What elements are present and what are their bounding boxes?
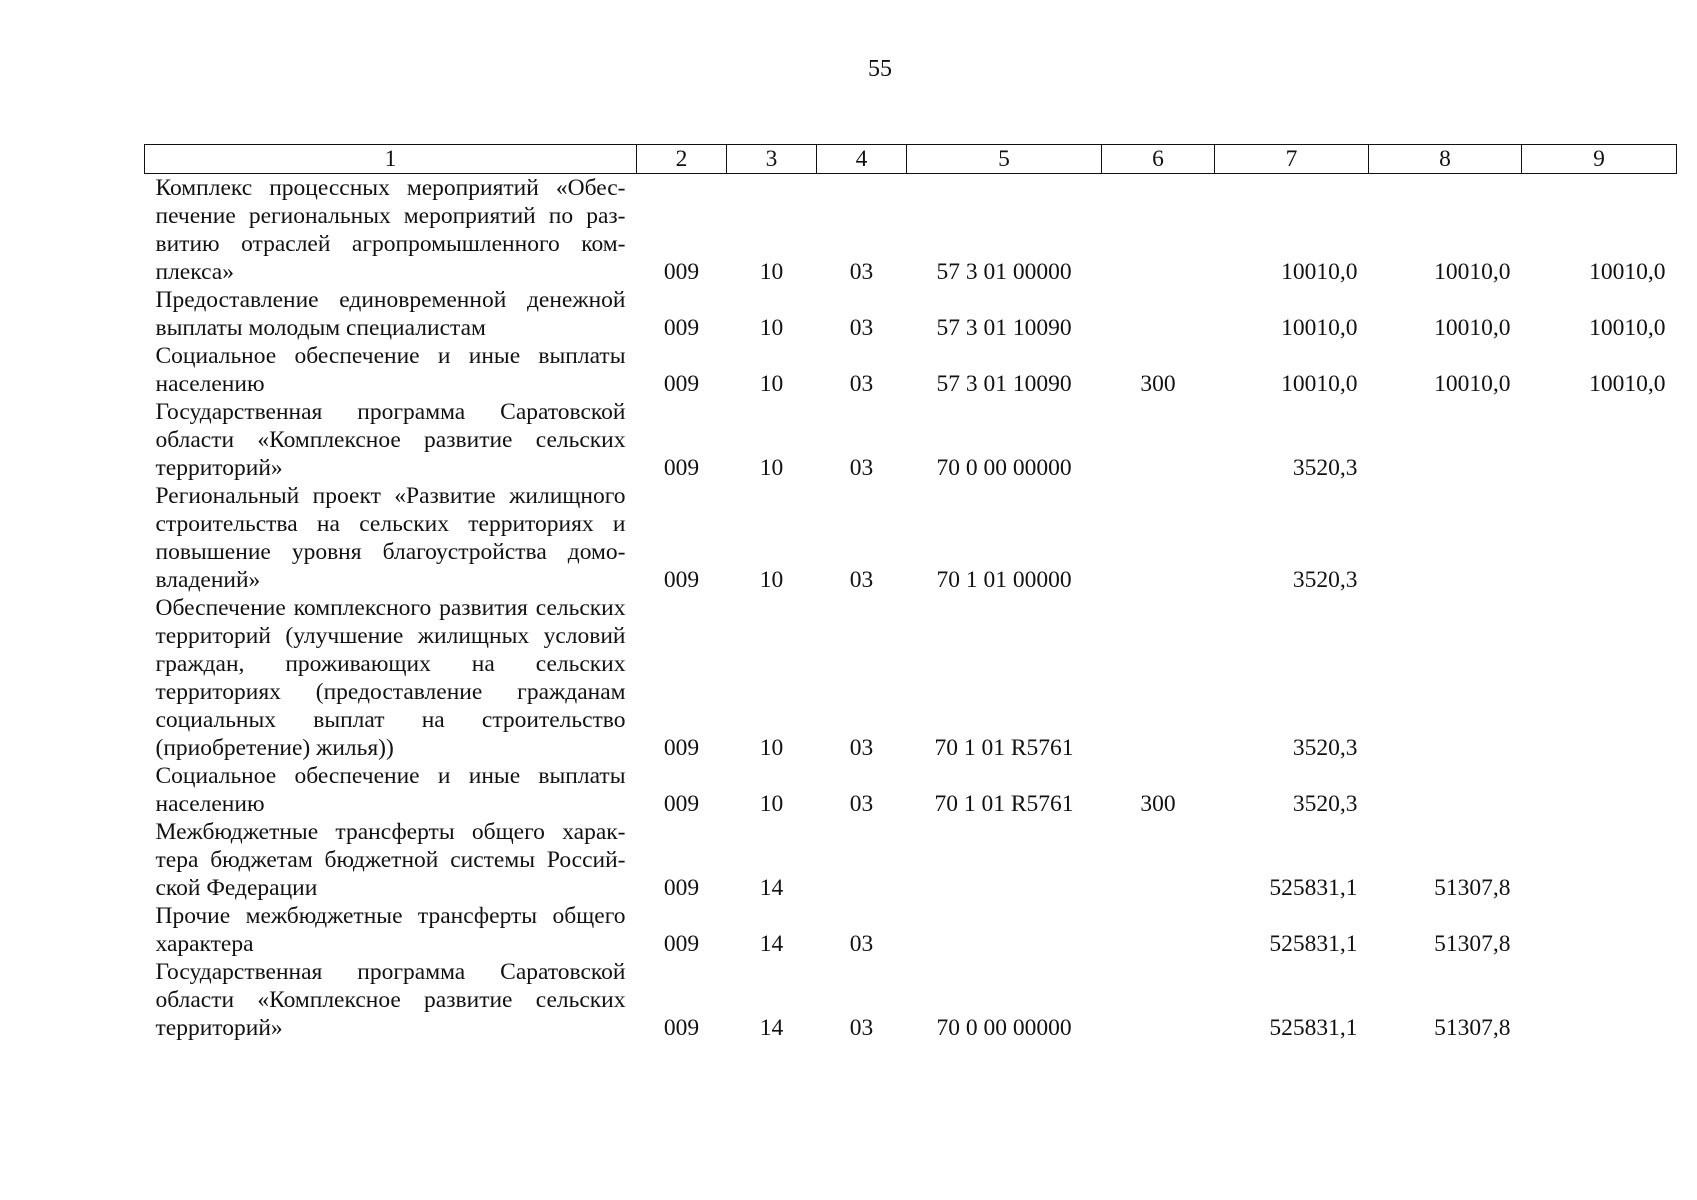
subsection-cell: 03 bbox=[849, 1015, 874, 1041]
page-number: 55 bbox=[868, 56, 892, 82]
table-row bbox=[145, 902, 1677, 958]
amount-col8-cell: 51307,8 bbox=[1434, 931, 1511, 957]
table-row bbox=[145, 818, 1677, 902]
expense-type-cell bbox=[1102, 482, 1215, 594]
row-name-cell: Социальное обеспечение и иные выплаты населению bbox=[155, 763, 626, 817]
column-header-5: 5 bbox=[907, 145, 1102, 174]
target-article-cell: 57 3 01 10090 bbox=[936, 371, 1072, 397]
budget-table bbox=[144, 144, 1677, 1042]
amount-col8-cell: 51307,8 bbox=[1434, 1015, 1511, 1041]
row-name-cell: Межбюджетные трансферты общего характера бюджетам бюджетной системы Российской Федерации bbox=[155, 819, 626, 901]
target-article-cell bbox=[907, 902, 1102, 958]
table-row bbox=[145, 762, 1677, 818]
amount-col7-cell: 525831,1 bbox=[1269, 1015, 1358, 1041]
amount-col9-cell bbox=[1522, 398, 1677, 482]
expense-type-cell bbox=[1102, 594, 1215, 762]
row-name-cell: Прочие межбюджетные трансферты общего характера bbox=[155, 903, 626, 957]
table-row bbox=[145, 174, 1677, 287]
column-header-1: 1 bbox=[145, 145, 637, 174]
section-cell: 10 bbox=[759, 791, 784, 817]
column-header-7: 7 bbox=[1215, 145, 1369, 174]
target-article-cell: 70 1 01 R5761 bbox=[934, 791, 1074, 817]
amount-col9-cell bbox=[1522, 958, 1677, 1042]
amount-col8-cell: 10010,0 bbox=[1434, 371, 1511, 397]
table-row bbox=[145, 594, 1677, 762]
amount-col9-cell: 10010,0 bbox=[1589, 371, 1666, 397]
column-header-8: 8 bbox=[1369, 145, 1522, 174]
target-article-cell: 70 0 00 00000 bbox=[936, 455, 1072, 481]
amount-col9-cell bbox=[1522, 902, 1677, 958]
section-cell: 10 bbox=[759, 567, 784, 593]
target-article-cell: 70 1 01 R5761 bbox=[934, 735, 1074, 761]
amount-col9-cell: 10010,0 bbox=[1589, 259, 1666, 285]
amount-col8-cell: 10010,0 bbox=[1434, 315, 1511, 341]
subsection-cell: 03 bbox=[849, 315, 874, 341]
subsection-cell bbox=[817, 818, 907, 902]
ministry-code-cell: 009 bbox=[663, 791, 700, 817]
subsection-cell: 03 bbox=[849, 371, 874, 397]
column-header-4: 4 bbox=[817, 145, 907, 174]
ministry-code-cell: 009 bbox=[663, 371, 700, 397]
expense-type-cell: 300 bbox=[1140, 371, 1176, 397]
ministry-code-cell: 009 bbox=[663, 315, 700, 341]
target-article-cell bbox=[907, 818, 1102, 902]
ministry-code-cell: 009 bbox=[663, 931, 700, 957]
row-name-cell: Предоставление единовременной денежной выплаты молодым специалистам bbox=[155, 287, 626, 341]
amount-col9-cell: 10010,0 bbox=[1589, 315, 1666, 341]
expense-type-cell bbox=[1102, 958, 1215, 1042]
expense-type-cell bbox=[1102, 398, 1215, 482]
column-header-6: 6 bbox=[1102, 145, 1215, 174]
expense-type-cell bbox=[1102, 174, 1215, 287]
target-article-cell: 70 0 00 00000 bbox=[936, 1015, 1072, 1041]
ministry-code-cell: 009 bbox=[663, 455, 700, 481]
amount-col8-cell bbox=[1369, 398, 1522, 482]
amount-col7-cell: 525831,1 bbox=[1269, 875, 1358, 901]
row-name-cell: Региональный проект «Развитие жилищного строительства на сельских территориях и повышение уровня благоустройства домовладений» bbox=[155, 483, 626, 593]
amount-col7-cell: 10010,0 bbox=[1281, 371, 1358, 397]
amount-col9-cell bbox=[1522, 594, 1677, 762]
expense-type-cell bbox=[1102, 286, 1215, 342]
header-row bbox=[145, 145, 1677, 174]
target-article-cell: 57 3 01 10090 bbox=[936, 315, 1072, 341]
target-article-cell: 70 1 01 00000 bbox=[936, 567, 1072, 593]
row-name-cell: Комплекс процессных мероприятий «Обеспечение региональных мероприятий по развитию отраслей агропромышленного комплекса» bbox=[155, 175, 626, 285]
section-cell: 10 bbox=[759, 455, 784, 481]
section-cell: 10 bbox=[759, 259, 784, 285]
column-header-2: 2 bbox=[637, 145, 727, 174]
ministry-code-cell: 009 bbox=[663, 567, 700, 593]
expense-type-cell bbox=[1102, 818, 1215, 902]
ministry-code-cell: 009 bbox=[663, 875, 700, 901]
subsection-cell: 03 bbox=[849, 259, 874, 285]
row-name-cell: Социальное обеспечение и иные выплаты населению bbox=[155, 343, 626, 397]
amount-col7-cell: 3520,3 bbox=[1292, 791, 1358, 817]
table-row bbox=[145, 342, 1677, 398]
subsection-cell: 03 bbox=[849, 455, 874, 481]
amount-col7-cell: 10010,0 bbox=[1281, 315, 1358, 341]
amount-col8-cell bbox=[1369, 594, 1522, 762]
subsection-cell: 03 bbox=[849, 791, 874, 817]
amount-col8-cell bbox=[1369, 762, 1522, 818]
section-cell: 14 bbox=[759, 931, 784, 957]
amount-col9-cell bbox=[1522, 482, 1677, 594]
subsection-cell: 03 bbox=[849, 567, 874, 593]
table-row bbox=[145, 958, 1677, 1042]
amount-col7-cell: 525831,1 bbox=[1269, 931, 1358, 957]
section-cell: 10 bbox=[759, 371, 784, 397]
table-body bbox=[145, 174, 1677, 1043]
section-cell: 14 bbox=[759, 875, 784, 901]
amount-col7-cell: 3520,3 bbox=[1292, 735, 1358, 761]
amount-col8-cell bbox=[1369, 482, 1522, 594]
amount-col9-cell bbox=[1522, 818, 1677, 902]
amount-col9-cell bbox=[1522, 762, 1677, 818]
row-name-cell: Государственная программа Саратовской области «Комплексное развитие сельских территорий» bbox=[155, 959, 626, 1041]
amount-col8-cell: 51307,8 bbox=[1434, 875, 1511, 901]
ministry-code-cell: 009 bbox=[663, 259, 700, 285]
column-header-9: 9 bbox=[1522, 145, 1677, 174]
section-cell: 10 bbox=[759, 735, 784, 761]
column-header-3: 3 bbox=[727, 145, 817, 174]
ministry-code-cell: 009 bbox=[663, 1015, 700, 1041]
section-cell: 10 bbox=[759, 315, 784, 341]
table-row bbox=[145, 286, 1677, 342]
section-cell: 14 bbox=[759, 1015, 784, 1041]
row-name-cell: Обеспечение комплексного развития сельских территорий (улучшение жилищных условий граждан, проживающих на сельских территориях (предоставление гражданам социальных выплат на строительство (приобретение) жилья)) bbox=[155, 595, 626, 761]
expense-type-cell bbox=[1102, 902, 1215, 958]
amount-col7-cell: 3520,3 bbox=[1292, 455, 1358, 481]
table-row bbox=[145, 398, 1677, 482]
amount-col8-cell: 10010,0 bbox=[1434, 259, 1511, 285]
ministry-code-cell: 009 bbox=[663, 735, 700, 761]
subsection-cell: 03 bbox=[849, 931, 874, 957]
row-name-cell: Государственная программа Саратовской области «Комплексное развитие сельских территорий» bbox=[155, 399, 626, 481]
expense-type-cell: 300 bbox=[1140, 791, 1176, 817]
subsection-cell: 03 bbox=[849, 735, 874, 761]
table-row bbox=[145, 482, 1677, 594]
amount-col7-cell: 3520,3 bbox=[1292, 567, 1358, 593]
target-article-cell: 57 3 01 00000 bbox=[936, 259, 1072, 285]
amount-col7-cell: 10010,0 bbox=[1281, 259, 1358, 285]
